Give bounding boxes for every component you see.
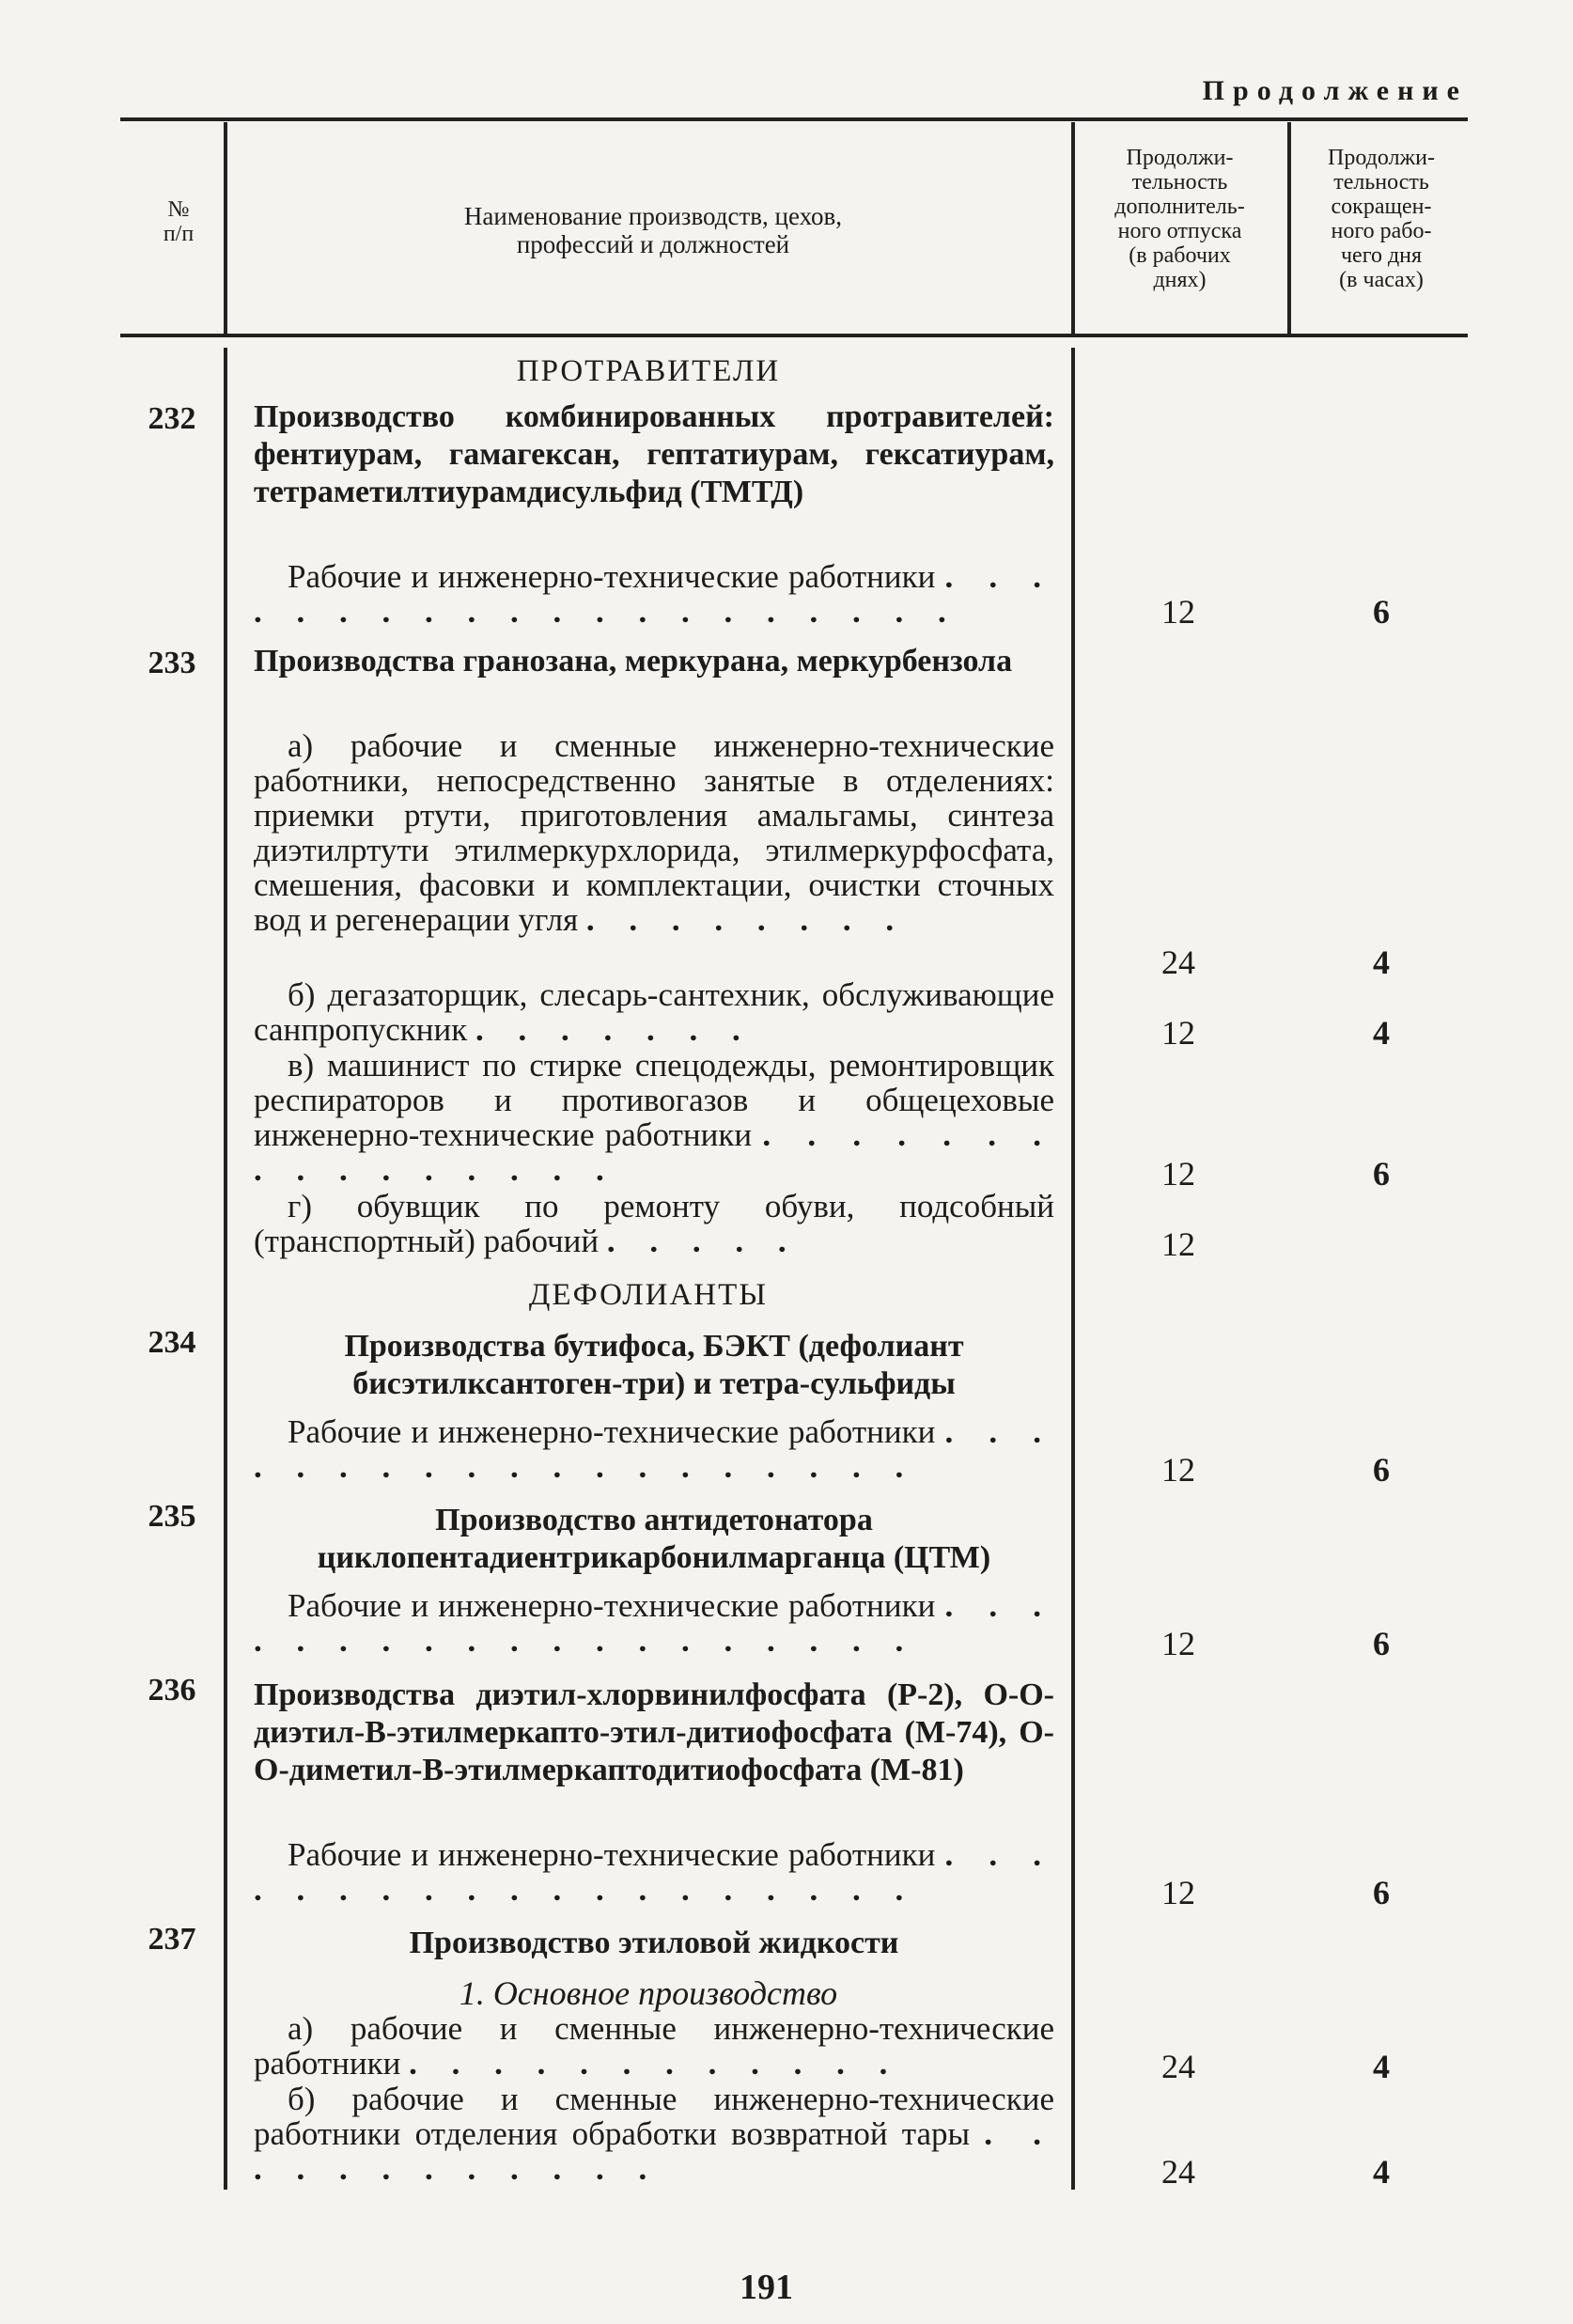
- row-item-text: [254, 1189, 1054, 1258]
- page-number: 191: [740, 2268, 793, 2307]
- leader-dots: . . . . . . .: [475, 1011, 754, 1048]
- leader-dots: . . . . . . . . . . . . . . . .: [254, 1116, 1055, 1188]
- header-bottom-rule: [120, 334, 1468, 337]
- hours-value: 4: [1373, 2048, 1390, 2085]
- row-title: Производство этиловой жидкости: [409, 1926, 899, 1960]
- item-text: Рабочие и инженерно-технические работники: [288, 1587, 936, 1624]
- row-item-text: [254, 1837, 1054, 1907]
- hours-value: 6: [1373, 593, 1390, 631]
- row-number: 236: [148, 1673, 196, 1708]
- hours-value: 4: [1373, 1014, 1390, 1052]
- row-title: Производства бутифоса, БЭКТ (дефолиант бисэтилксантоген-три) и тетра-сульфиды: [344, 1329, 964, 1401]
- row-item-text: [254, 2082, 1054, 2186]
- hours-value: 6: [1373, 1451, 1390, 1489]
- item-text: Рабочие и инженерно-технические работники: [288, 1836, 936, 1873]
- continuation-label: Продолжение: [1202, 75, 1468, 106]
- body-divider-2: [1071, 348, 1075, 2190]
- row-number: 235: [148, 1499, 196, 1534]
- row-title: Производство комбинированных протравителей: фентиурам, гамагексан, гептатиурам, гексатиурам, тетраметилтиурамдисульфид (ТМТД): [254, 399, 1054, 509]
- item-text: Рабочие и инженерно-технические работники: [288, 1413, 936, 1450]
- row-title: Производства гранозана, меркурана, меркурбензола: [254, 644, 1013, 678]
- leave-value: 12: [1161, 1225, 1195, 1263]
- leave-value: 12: [1161, 1155, 1195, 1193]
- row-subtitle: 1. Основное производство: [459, 1974, 838, 2012]
- section-title: ПРОТРАВИТЕЛИ: [516, 354, 781, 388]
- leave-value: 12: [1161, 1874, 1195, 1911]
- row-item-text: [254, 559, 1054, 629]
- leave-value: 12: [1161, 1014, 1195, 1052]
- row-item-text: [254, 728, 1054, 937]
- leader-dots: . . . . . . . . . . . .: [254, 2115, 1055, 2187]
- row-number: 237: [148, 1922, 196, 1957]
- item-text: б) рабочие и сменные инженерно-технические работники отделения обработки возвратной тары: [254, 2081, 1054, 2152]
- row-number: 233: [148, 646, 196, 680]
- header-divider-3: [1287, 122, 1291, 334]
- leave-value: 24: [1161, 944, 1195, 981]
- leader-dots: . . . . . . . .: [585, 901, 908, 938]
- header-num: № п/п: [163, 197, 195, 246]
- row-number: 234: [148, 1325, 196, 1360]
- item-text: б) дегазаторщик, слесарь-сантехник, обслуживающие санпропускник: [254, 976, 1054, 1048]
- leader-dots: . . . . . . . . . . . . . . . . . . . .: [254, 558, 1055, 630]
- leave-value: 12: [1161, 593, 1195, 631]
- item-text: а) рабочие и сменные инженерно-технические работники: [254, 2010, 1054, 2082]
- leave-value: 12: [1161, 1625, 1195, 1662]
- section-title: ДЕФОЛИАНТЫ: [528, 1278, 769, 1312]
- leave-value: 24: [1161, 2153, 1195, 2191]
- row-item-text: [254, 1414, 1054, 1484]
- row-item-text: [254, 1588, 1054, 1658]
- leader-dots: . . . . .: [606, 1223, 800, 1259]
- leader-dots: . . . . . . . . . . . . . . . . . . .: [254, 1836, 1055, 1908]
- hours-value: 4: [1373, 2153, 1390, 2191]
- item-text: а) рабочие и сменные инженерно-технические работники, непосредственно занятые в отделениях: приемки ртути, приготовления амальгамы, синтеза диэтилртути этилмеркурхлорида, этилмеркурфосфата, смешения, фасовки и комплектации, очистки сточных вод и регенерации угля: [254, 727, 1054, 938]
- hours-value: 6: [1373, 1874, 1390, 1911]
- header-divider-1: [224, 122, 227, 334]
- row-title: Производства диэтил-хлорвинилфосфата (Р-2), О-О-диэтил-В-этилмеркапто-этил-дитиофосфата (М-74), О-О-диметил-В-этилмеркаптодитиофосфата (М-81): [254, 1677, 1054, 1787]
- item-text: в) машинист по стирке спецодежды, ремонтировщик респираторов и противогазов и общецеховые инженерно-технические работники: [254, 1047, 1054, 1153]
- row-title: Производство антидетонатора циклопентадиентрикарбонилмарганца (ЦТМ): [317, 1503, 991, 1575]
- row-item-text: [254, 977, 1054, 1047]
- leader-dots: . . . . . . . . . . . .: [409, 2045, 901, 2082]
- header-divider-2: [1071, 122, 1075, 334]
- hours-value: 6: [1373, 1625, 1390, 1662]
- row-number: 232: [148, 401, 196, 436]
- leader-dots: . . . . . . . . . . . . . . . . . . .: [254, 1413, 1055, 1485]
- row-item-text: [254, 1048, 1054, 1187]
- item-text: г) обувщик по ремонту обуви, подсобный (транспортный) рабочий: [254, 1188, 1054, 1259]
- hours-value: 6: [1373, 1155, 1390, 1193]
- leave-value: 24: [1161, 2048, 1195, 2085]
- body-divider-1: [224, 348, 227, 2190]
- hours-value: 4: [1373, 944, 1390, 981]
- item-text: Рабочие и инженерно-технические работники: [288, 558, 936, 595]
- leave-value: 12: [1161, 1451, 1195, 1489]
- table-top-rule: [120, 117, 1468, 121]
- header-hours: Продолжи- тельность сокращен- ного рабо- чего дня (в часах): [1328, 146, 1435, 292]
- leader-dots: . . . . . . . . . . . . . . . . . . .: [254, 1587, 1055, 1659]
- row-item-text: [254, 2011, 1054, 2081]
- header-name: Наименование производств, цехов, профессий и должностей: [463, 202, 843, 258]
- header-leave: Продолжи- тельность дополнитель- ного отпуска (в рабочих днях): [1114, 146, 1245, 292]
